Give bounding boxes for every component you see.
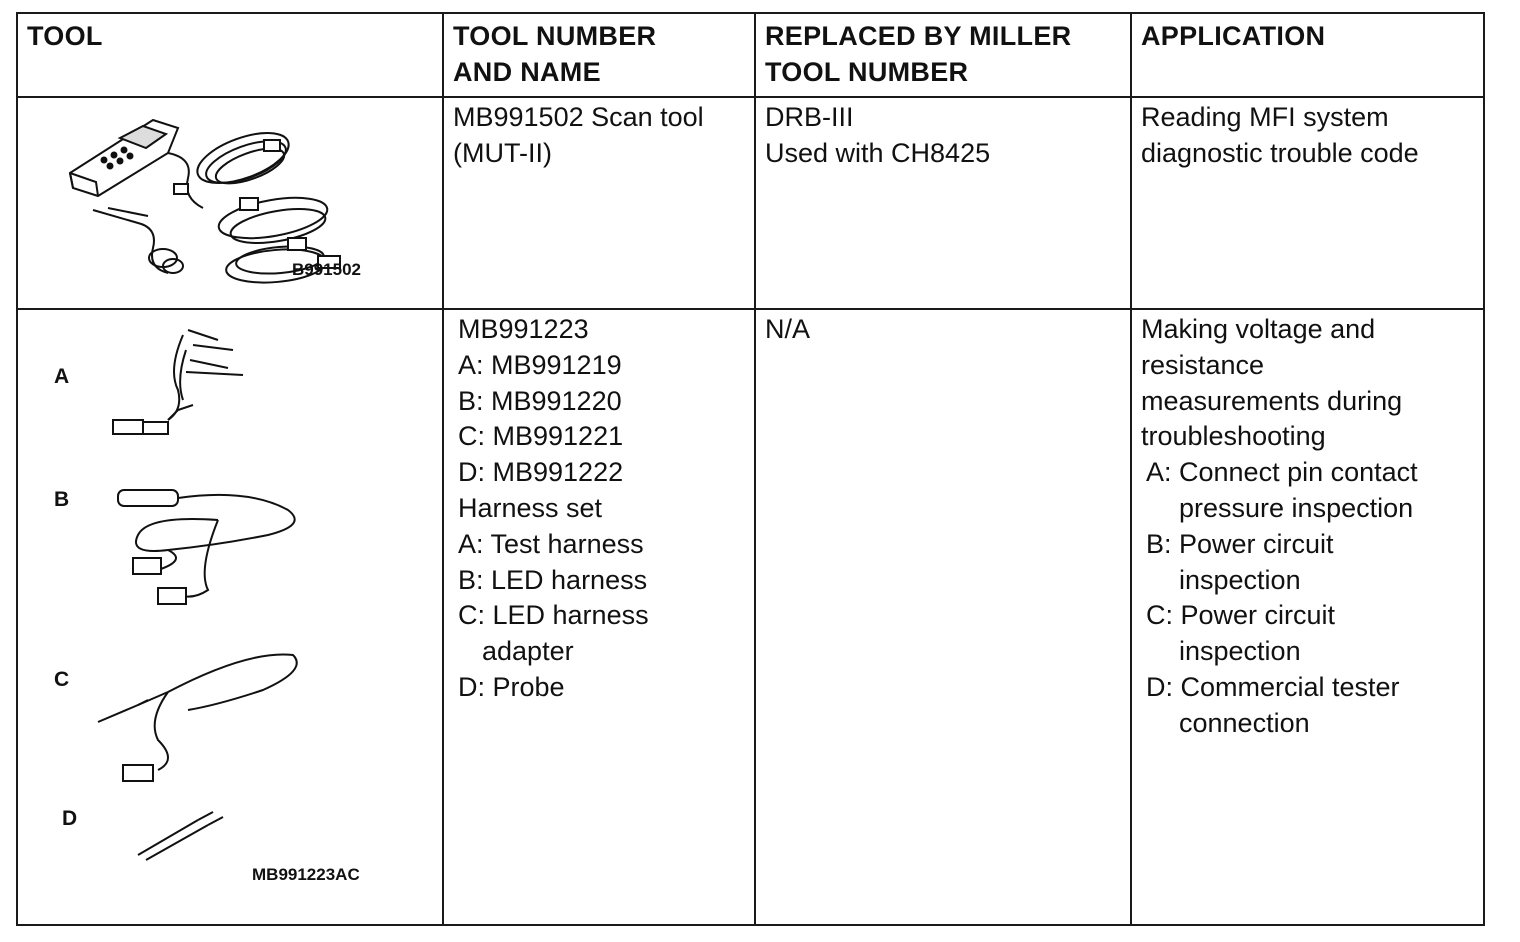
header-application-label: APPLICATION: [1141, 21, 1326, 51]
image-label-d: D: [62, 807, 78, 830]
text-line: measurements during: [1141, 385, 1403, 416]
text-line: A: Test harness: [458, 528, 644, 559]
text-line: pressure inspection: [1179, 492, 1414, 523]
application-cell: [1131, 97, 1484, 309]
text-line: B: MB991220: [458, 385, 622, 416]
text-line: diagnostic trouble code: [1141, 137, 1419, 168]
header-tool: [17, 13, 443, 97]
text-line: N/A: [765, 314, 811, 344]
header-row: [17, 13, 1484, 97]
text-line: inspection: [1179, 636, 1301, 667]
header-tool-number: [443, 13, 755, 97]
tool-number-cell: [443, 97, 755, 309]
image-caption: B991502: [292, 260, 362, 279]
text-line: B: LED harness: [458, 564, 648, 595]
application-cell: [1131, 309, 1484, 925]
replaced-cell: [755, 309, 1131, 925]
text-line: B: Power circuit: [1146, 528, 1334, 559]
text-line: D: Commercial tester: [1146, 671, 1400, 702]
text-line: C: Power circuit: [1146, 600, 1336, 631]
table-row: [17, 309, 1484, 925]
text-line: A: MB991219: [458, 349, 622, 380]
text-line: resistance: [1141, 349, 1265, 380]
header-application: [1131, 13, 1484, 97]
text-line: connection: [1179, 707, 1310, 738]
text-line: D: Probe: [458, 671, 565, 702]
text-line: Used with CH8425: [765, 137, 991, 168]
tool-image-cell: [17, 97, 443, 309]
replaced-cell: [755, 97, 1131, 309]
text-line: C: MB991221: [458, 421, 624, 452]
special-tools-table: [16, 12, 1485, 926]
image-label-c: C: [54, 668, 70, 691]
text-line: (MUT-II): [453, 137, 552, 168]
header-replaced-line2: TOOL NUMBER: [765, 57, 969, 87]
image-label-a: A: [54, 365, 70, 388]
text-line: D: MB991222: [458, 457, 624, 488]
harness-set-illustration: [18, 310, 444, 926]
tool-number-cell: [443, 309, 755, 925]
text-line: Making voltage and: [1141, 314, 1376, 344]
image-label-b: B: [54, 488, 70, 511]
text-line: MB991223: [458, 314, 589, 344]
tool-image-cell: [17, 309, 443, 925]
image-caption: MB991223AC: [252, 865, 360, 884]
table-row: [17, 97, 1484, 309]
header-tool-label: TOOL: [27, 21, 103, 51]
text-line: troubleshooting: [1141, 421, 1326, 452]
text-line: Reading MFI system: [1141, 102, 1389, 132]
text-line: adapter: [482, 636, 574, 667]
text-line: A: Connect pin contact: [1146, 457, 1418, 488]
header-tool-number-line2: AND NAME: [453, 57, 601, 87]
text-line: DRB-III: [765, 102, 854, 132]
scan-tool-illustration: [18, 98, 444, 310]
text-line: Harness set: [458, 492, 603, 523]
text-line: MB991502 Scan tool: [453, 102, 704, 132]
header-replaced-line1: REPLACED BY MILLER: [765, 21, 1072, 51]
header-replaced: [755, 13, 1131, 97]
text-line: C: LED harness: [458, 600, 649, 631]
text-line: inspection: [1179, 564, 1301, 595]
header-tool-number-line1: TOOL NUMBER: [453, 21, 657, 51]
